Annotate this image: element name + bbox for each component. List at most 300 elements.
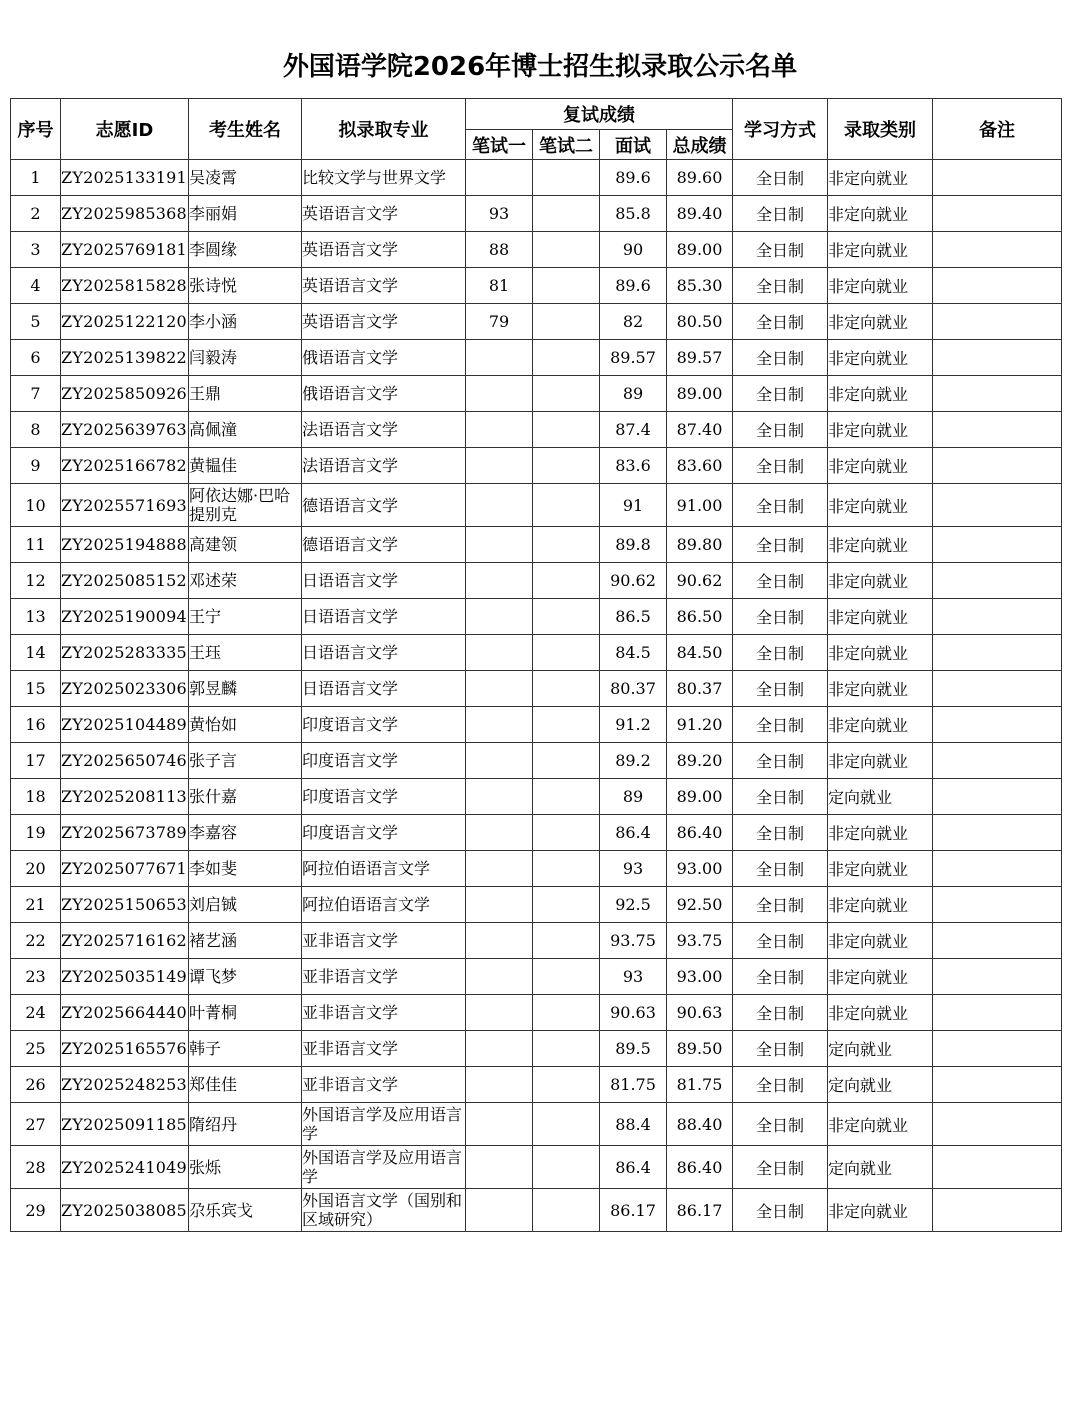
cell-name: 韩子 bbox=[189, 1031, 302, 1067]
cell-mode: 全日制 bbox=[733, 779, 828, 815]
cell-written1 bbox=[466, 959, 533, 995]
cell-seq: 13 bbox=[11, 599, 61, 635]
cell-remark bbox=[933, 1103, 1062, 1146]
cell-name: 张烁 bbox=[189, 1146, 302, 1189]
header-id: 志愿ID bbox=[61, 99, 189, 160]
cell-major: 法语语言文学 bbox=[302, 412, 466, 448]
cell-seq: 11 bbox=[11, 527, 61, 563]
cell-seq: 17 bbox=[11, 743, 61, 779]
cell-major: 印度语言文学 bbox=[302, 779, 466, 815]
cell-written2 bbox=[533, 599, 600, 635]
cell-major: 法语语言文学 bbox=[302, 448, 466, 484]
cell-major: 日语语言文学 bbox=[302, 599, 466, 635]
cell-mode: 全日制 bbox=[733, 340, 828, 376]
cell-major: 英语语言文学 bbox=[302, 304, 466, 340]
cell-interview: 90 bbox=[600, 232, 667, 268]
table-row bbox=[11, 1031, 1062, 1067]
cell-category: 非定向就业 bbox=[828, 376, 933, 412]
cell-name: 黄怡如 bbox=[189, 707, 302, 743]
table-row bbox=[11, 743, 1062, 779]
cell-interview: 86.5 bbox=[600, 599, 667, 635]
cell-category: 非定向就业 bbox=[828, 484, 933, 527]
cell-category: 非定向就业 bbox=[828, 412, 933, 448]
cell-remark bbox=[933, 995, 1062, 1031]
cell-interview: 89.57 bbox=[600, 340, 667, 376]
cell-mode: 全日制 bbox=[733, 268, 828, 304]
cell-category: 非定向就业 bbox=[828, 851, 933, 887]
cell-seq: 19 bbox=[11, 815, 61, 851]
cell-written2 bbox=[533, 887, 600, 923]
cell-written2 bbox=[533, 527, 600, 563]
cell-interview: 90.63 bbox=[600, 995, 667, 1031]
cell-id: ZY2025769181 bbox=[61, 232, 189, 268]
cell-name: 李小涵 bbox=[189, 304, 302, 340]
cell-id: ZY2025673789 bbox=[61, 815, 189, 851]
cell-id: ZY2025815828 bbox=[61, 268, 189, 304]
cell-interview: 89 bbox=[600, 779, 667, 815]
cell-id: ZY2025650746 bbox=[61, 743, 189, 779]
table-row bbox=[11, 635, 1062, 671]
header-written2: 笔试二 bbox=[533, 130, 600, 160]
cell-remark bbox=[933, 268, 1062, 304]
cell-id: ZY2025035149 bbox=[61, 959, 189, 995]
cell-major: 日语语言文学 bbox=[302, 563, 466, 599]
cell-id: ZY2025190094 bbox=[61, 599, 189, 635]
cell-id: ZY2025283335 bbox=[61, 635, 189, 671]
cell-name: 李丽娟 bbox=[189, 196, 302, 232]
cell-category: 非定向就业 bbox=[828, 527, 933, 563]
cell-remark bbox=[933, 815, 1062, 851]
cell-name: 王鼎 bbox=[189, 376, 302, 412]
cell-seq: 12 bbox=[11, 563, 61, 599]
cell-total: 92.50 bbox=[667, 887, 733, 923]
cell-written2 bbox=[533, 160, 600, 196]
cell-interview: 92.5 bbox=[600, 887, 667, 923]
table-row bbox=[11, 340, 1062, 376]
cell-name: 刘启铖 bbox=[189, 887, 302, 923]
header-name: 考生姓名 bbox=[189, 99, 302, 160]
cell-id: ZY2025571693 bbox=[61, 484, 189, 527]
cell-seq: 23 bbox=[11, 959, 61, 995]
cell-total: 89.00 bbox=[667, 779, 733, 815]
cell-total: 80.50 bbox=[667, 304, 733, 340]
cell-major: 印度语言文学 bbox=[302, 707, 466, 743]
cell-seq: 15 bbox=[11, 671, 61, 707]
table-row bbox=[11, 1067, 1062, 1103]
cell-written1 bbox=[466, 160, 533, 196]
cell-written2 bbox=[533, 1146, 600, 1189]
cell-written1 bbox=[466, 484, 533, 527]
cell-total: 87.40 bbox=[667, 412, 733, 448]
cell-mode: 全日制 bbox=[733, 815, 828, 851]
cell-written2 bbox=[533, 196, 600, 232]
cell-written1 bbox=[466, 599, 533, 635]
cell-mode: 全日制 bbox=[733, 851, 828, 887]
cell-category: 非定向就业 bbox=[828, 1103, 933, 1146]
cell-written2 bbox=[533, 995, 600, 1031]
cell-remark bbox=[933, 1031, 1062, 1067]
cell-category: 定向就业 bbox=[828, 779, 933, 815]
cell-id: ZY2025023306 bbox=[61, 671, 189, 707]
cell-mode: 全日制 bbox=[733, 196, 828, 232]
cell-seq: 22 bbox=[11, 923, 61, 959]
header-category: 录取类别 bbox=[828, 99, 933, 160]
cell-interview: 91.2 bbox=[600, 707, 667, 743]
cell-remark bbox=[933, 304, 1062, 340]
cell-total: 81.75 bbox=[667, 1067, 733, 1103]
cell-seq: 18 bbox=[11, 779, 61, 815]
table-row bbox=[11, 376, 1062, 412]
cell-seq: 5 bbox=[11, 304, 61, 340]
table-row bbox=[11, 815, 1062, 851]
cell-remark bbox=[933, 743, 1062, 779]
cell-total: 90.63 bbox=[667, 995, 733, 1031]
table-row bbox=[11, 707, 1062, 743]
cell-written2 bbox=[533, 1189, 600, 1232]
cell-id: ZY2025194888 bbox=[61, 527, 189, 563]
cell-interview: 90.62 bbox=[600, 563, 667, 599]
cell-category: 非定向就业 bbox=[828, 923, 933, 959]
cell-category: 非定向就业 bbox=[828, 448, 933, 484]
cell-remark bbox=[933, 959, 1062, 995]
cell-id: ZY2025850926 bbox=[61, 376, 189, 412]
cell-interview: 93 bbox=[600, 959, 667, 995]
cell-written2 bbox=[533, 1103, 600, 1146]
cell-total: 89.00 bbox=[667, 376, 733, 412]
cell-written2 bbox=[533, 448, 600, 484]
cell-written2 bbox=[533, 484, 600, 527]
cell-total: 89.20 bbox=[667, 743, 733, 779]
cell-name: 阿依达娜·巴哈提别克 bbox=[189, 484, 302, 527]
cell-id: ZY2025038085 bbox=[61, 1189, 189, 1232]
table-row bbox=[11, 527, 1062, 563]
cell-mode: 全日制 bbox=[733, 959, 828, 995]
cell-seq: 6 bbox=[11, 340, 61, 376]
cell-seq: 4 bbox=[11, 268, 61, 304]
cell-seq: 7 bbox=[11, 376, 61, 412]
cell-written2 bbox=[533, 779, 600, 815]
cell-remark bbox=[933, 376, 1062, 412]
cell-mode: 全日制 bbox=[733, 1067, 828, 1103]
cell-total: 93.75 bbox=[667, 923, 733, 959]
cell-mode: 全日制 bbox=[733, 887, 828, 923]
table-row bbox=[11, 232, 1062, 268]
cell-written2 bbox=[533, 671, 600, 707]
cell-name: 谭飞梦 bbox=[189, 959, 302, 995]
cell-remark bbox=[933, 851, 1062, 887]
cell-mode: 全日制 bbox=[733, 995, 828, 1031]
cell-name: 张什嘉 bbox=[189, 779, 302, 815]
cell-written1 bbox=[466, 376, 533, 412]
cell-total: 83.60 bbox=[667, 448, 733, 484]
cell-total: 91.00 bbox=[667, 484, 733, 527]
cell-written1 bbox=[466, 779, 533, 815]
cell-remark bbox=[933, 635, 1062, 671]
cell-id: ZY2025077671 bbox=[61, 851, 189, 887]
cell-major: 比较文学与世界文学 bbox=[302, 160, 466, 196]
cell-seq: 29 bbox=[11, 1189, 61, 1232]
cell-written2 bbox=[533, 923, 600, 959]
cell-remark bbox=[933, 1189, 1062, 1232]
cell-category: 非定向就业 bbox=[828, 959, 933, 995]
cell-total: 89.60 bbox=[667, 160, 733, 196]
cell-id: ZY2025716162 bbox=[61, 923, 189, 959]
cell-written1: 81 bbox=[466, 268, 533, 304]
cell-interview: 85.8 bbox=[600, 196, 667, 232]
cell-seq: 3 bbox=[11, 232, 61, 268]
cell-major: 亚非语言文学 bbox=[302, 995, 466, 1031]
table-row bbox=[11, 851, 1062, 887]
cell-id: ZY2025208113 bbox=[61, 779, 189, 815]
table-header bbox=[11, 99, 1062, 160]
cell-interview: 84.5 bbox=[600, 635, 667, 671]
cell-name: 高佩潼 bbox=[189, 412, 302, 448]
cell-remark bbox=[933, 196, 1062, 232]
cell-major: 阿拉伯语语言文学 bbox=[302, 887, 466, 923]
table-row bbox=[11, 304, 1062, 340]
cell-category: 非定向就业 bbox=[828, 268, 933, 304]
header-total: 总成绩 bbox=[667, 130, 733, 160]
cell-mode: 全日制 bbox=[733, 412, 828, 448]
cell-mode: 全日制 bbox=[733, 527, 828, 563]
cell-category: 定向就业 bbox=[828, 1146, 933, 1189]
cell-written2 bbox=[533, 232, 600, 268]
cell-mode: 全日制 bbox=[733, 743, 828, 779]
cell-mode: 全日制 bbox=[733, 232, 828, 268]
cell-total: 93.00 bbox=[667, 851, 733, 887]
cell-seq: 26 bbox=[11, 1067, 61, 1103]
cell-written2 bbox=[533, 635, 600, 671]
cell-category: 非定向就业 bbox=[828, 563, 933, 599]
table-row bbox=[11, 1103, 1062, 1146]
cell-remark bbox=[933, 887, 1062, 923]
cell-id: ZY2025085152 bbox=[61, 563, 189, 599]
cell-mode: 全日制 bbox=[733, 304, 828, 340]
cell-total: 93.00 bbox=[667, 959, 733, 995]
cell-major: 日语语言文学 bbox=[302, 635, 466, 671]
cell-interview: 89.2 bbox=[600, 743, 667, 779]
cell-category: 非定向就业 bbox=[828, 304, 933, 340]
header-interview: 面试 bbox=[600, 130, 667, 160]
table-row bbox=[11, 599, 1062, 635]
cell-written1 bbox=[466, 851, 533, 887]
cell-id: ZY2025139822 bbox=[61, 340, 189, 376]
cell-major: 日语语言文学 bbox=[302, 671, 466, 707]
cell-id: ZY2025165576 bbox=[61, 1031, 189, 1067]
cell-name: 张子言 bbox=[189, 743, 302, 779]
cell-written1 bbox=[466, 527, 533, 563]
cell-name: 邓述荣 bbox=[189, 563, 302, 599]
cell-interview: 93 bbox=[600, 851, 667, 887]
cell-written2 bbox=[533, 815, 600, 851]
cell-remark bbox=[933, 160, 1062, 196]
cell-total: 85.30 bbox=[667, 268, 733, 304]
page-title: 外国语学院2026年博士招生拟录取公示名单 bbox=[282, 52, 798, 82]
cell-interview: 89.6 bbox=[600, 268, 667, 304]
cell-id: ZY2025104489 bbox=[61, 707, 189, 743]
cell-total: 89.00 bbox=[667, 232, 733, 268]
cell-interview: 89.5 bbox=[600, 1031, 667, 1067]
table-row bbox=[11, 995, 1062, 1031]
cell-name: 李如斐 bbox=[189, 851, 302, 887]
cell-interview: 87.4 bbox=[600, 412, 667, 448]
cell-major: 德语语言文学 bbox=[302, 527, 466, 563]
cell-major: 英语语言文学 bbox=[302, 268, 466, 304]
header-retest: 复试成绩 bbox=[466, 99, 733, 130]
cell-seq: 21 bbox=[11, 887, 61, 923]
cell-written1 bbox=[466, 1189, 533, 1232]
cell-category: 非定向就业 bbox=[828, 232, 933, 268]
cell-name: 叶菁桐 bbox=[189, 995, 302, 1031]
cell-mode: 全日制 bbox=[733, 160, 828, 196]
cell-mode: 全日制 bbox=[733, 1031, 828, 1067]
cell-remark bbox=[933, 484, 1062, 527]
cell-mode: 全日制 bbox=[733, 1103, 828, 1146]
table-row bbox=[11, 671, 1062, 707]
admission-table bbox=[10, 98, 1062, 1232]
cell-written2 bbox=[533, 376, 600, 412]
cell-seq: 24 bbox=[11, 995, 61, 1031]
cell-mode: 全日制 bbox=[733, 707, 828, 743]
cell-total: 89.57 bbox=[667, 340, 733, 376]
cell-category: 非定向就业 bbox=[828, 1189, 933, 1232]
cell-interview: 80.37 bbox=[600, 671, 667, 707]
cell-category: 非定向就业 bbox=[828, 743, 933, 779]
cell-written1 bbox=[466, 815, 533, 851]
cell-remark bbox=[933, 1067, 1062, 1103]
cell-mode: 全日制 bbox=[733, 484, 828, 527]
cell-seq: 27 bbox=[11, 1103, 61, 1146]
cell-remark bbox=[933, 1146, 1062, 1189]
cell-written1 bbox=[466, 1031, 533, 1067]
cell-interview: 89.6 bbox=[600, 160, 667, 196]
cell-remark bbox=[933, 527, 1062, 563]
cell-seq: 25 bbox=[11, 1031, 61, 1067]
cell-written2 bbox=[533, 959, 600, 995]
cell-major: 外国语言文学（国别和区域研究） bbox=[302, 1189, 466, 1232]
cell-category: 非定向就业 bbox=[828, 599, 933, 635]
cell-id: ZY2025166782 bbox=[61, 448, 189, 484]
cell-written2 bbox=[533, 268, 600, 304]
cell-total: 80.37 bbox=[667, 671, 733, 707]
cell-category: 非定向就业 bbox=[828, 196, 933, 232]
cell-id: ZY2025664440 bbox=[61, 995, 189, 1031]
cell-id: ZY2025150653 bbox=[61, 887, 189, 923]
cell-written1 bbox=[466, 1146, 533, 1189]
cell-total: 89.50 bbox=[667, 1031, 733, 1067]
cell-written1 bbox=[466, 671, 533, 707]
table-row bbox=[11, 959, 1062, 995]
cell-major: 外国语言学及应用语言学 bbox=[302, 1146, 466, 1189]
cell-interview: 86.4 bbox=[600, 1146, 667, 1189]
cell-total: 86.50 bbox=[667, 599, 733, 635]
cell-remark bbox=[933, 671, 1062, 707]
cell-seq: 8 bbox=[11, 412, 61, 448]
table-row bbox=[11, 923, 1062, 959]
cell-id: ZY2025248253 bbox=[61, 1067, 189, 1103]
cell-mode: 全日制 bbox=[733, 923, 828, 959]
cell-total: 86.40 bbox=[667, 1146, 733, 1189]
cell-major: 英语语言文学 bbox=[302, 232, 466, 268]
cell-name: 黄韫佳 bbox=[189, 448, 302, 484]
cell-interview: 86.17 bbox=[600, 1189, 667, 1232]
cell-major: 俄语语言文学 bbox=[302, 340, 466, 376]
cell-total: 84.50 bbox=[667, 635, 733, 671]
table-row bbox=[11, 196, 1062, 232]
cell-mode: 全日制 bbox=[733, 599, 828, 635]
cell-major: 亚非语言文学 bbox=[302, 959, 466, 995]
cell-seq: 1 bbox=[11, 160, 61, 196]
table-row bbox=[11, 412, 1062, 448]
cell-seq: 20 bbox=[11, 851, 61, 887]
cell-written2 bbox=[533, 563, 600, 599]
cell-interview: 86.4 bbox=[600, 815, 667, 851]
cell-id: ZY2025122120 bbox=[61, 304, 189, 340]
cell-major: 外国语言学及应用语言学 bbox=[302, 1103, 466, 1146]
cell-category: 非定向就业 bbox=[828, 995, 933, 1031]
cell-total: 86.17 bbox=[667, 1189, 733, 1232]
cell-major: 亚非语言文学 bbox=[302, 1067, 466, 1103]
cell-total: 86.40 bbox=[667, 815, 733, 851]
cell-name: 高建领 bbox=[189, 527, 302, 563]
cell-interview: 89.8 bbox=[600, 527, 667, 563]
cell-written1 bbox=[466, 743, 533, 779]
table-row bbox=[11, 160, 1062, 196]
cell-mode: 全日制 bbox=[733, 1146, 828, 1189]
table-row bbox=[11, 563, 1062, 599]
cell-name: 王宁 bbox=[189, 599, 302, 635]
cell-mode: 全日制 bbox=[733, 563, 828, 599]
cell-category: 非定向就业 bbox=[828, 340, 933, 376]
cell-remark bbox=[933, 448, 1062, 484]
cell-interview: 89 bbox=[600, 376, 667, 412]
cell-total: 89.40 bbox=[667, 196, 733, 232]
cell-id: ZY2025091185 bbox=[61, 1103, 189, 1146]
cell-name: 郭昱麟 bbox=[189, 671, 302, 707]
cell-mode: 全日制 bbox=[733, 1189, 828, 1232]
cell-interview: 82 bbox=[600, 304, 667, 340]
table-row bbox=[11, 1146, 1062, 1189]
cell-written1 bbox=[466, 1067, 533, 1103]
cell-remark bbox=[933, 779, 1062, 815]
cell-category: 非定向就业 bbox=[828, 160, 933, 196]
cell-written1 bbox=[466, 1103, 533, 1146]
cell-written2 bbox=[533, 1031, 600, 1067]
cell-mode: 全日制 bbox=[733, 376, 828, 412]
cell-major: 阿拉伯语语言文学 bbox=[302, 851, 466, 887]
cell-written1 bbox=[466, 340, 533, 376]
cell-category: 非定向就业 bbox=[828, 707, 933, 743]
cell-written1 bbox=[466, 887, 533, 923]
cell-category: 非定向就业 bbox=[828, 671, 933, 707]
cell-remark bbox=[933, 232, 1062, 268]
table-body bbox=[11, 160, 1062, 1232]
cell-written2 bbox=[533, 304, 600, 340]
cell-total: 90.62 bbox=[667, 563, 733, 599]
cell-interview: 81.75 bbox=[600, 1067, 667, 1103]
table-row bbox=[11, 887, 1062, 923]
cell-major: 印度语言文学 bbox=[302, 743, 466, 779]
cell-id: ZY2025241049 bbox=[61, 1146, 189, 1189]
cell-interview: 91 bbox=[600, 484, 667, 527]
cell-remark bbox=[933, 412, 1062, 448]
cell-major: 亚非语言文学 bbox=[302, 923, 466, 959]
cell-remark bbox=[933, 340, 1062, 376]
table-row bbox=[11, 268, 1062, 304]
cell-major: 德语语言文学 bbox=[302, 484, 466, 527]
cell-written2 bbox=[533, 340, 600, 376]
header-written1: 笔试一 bbox=[466, 130, 533, 160]
